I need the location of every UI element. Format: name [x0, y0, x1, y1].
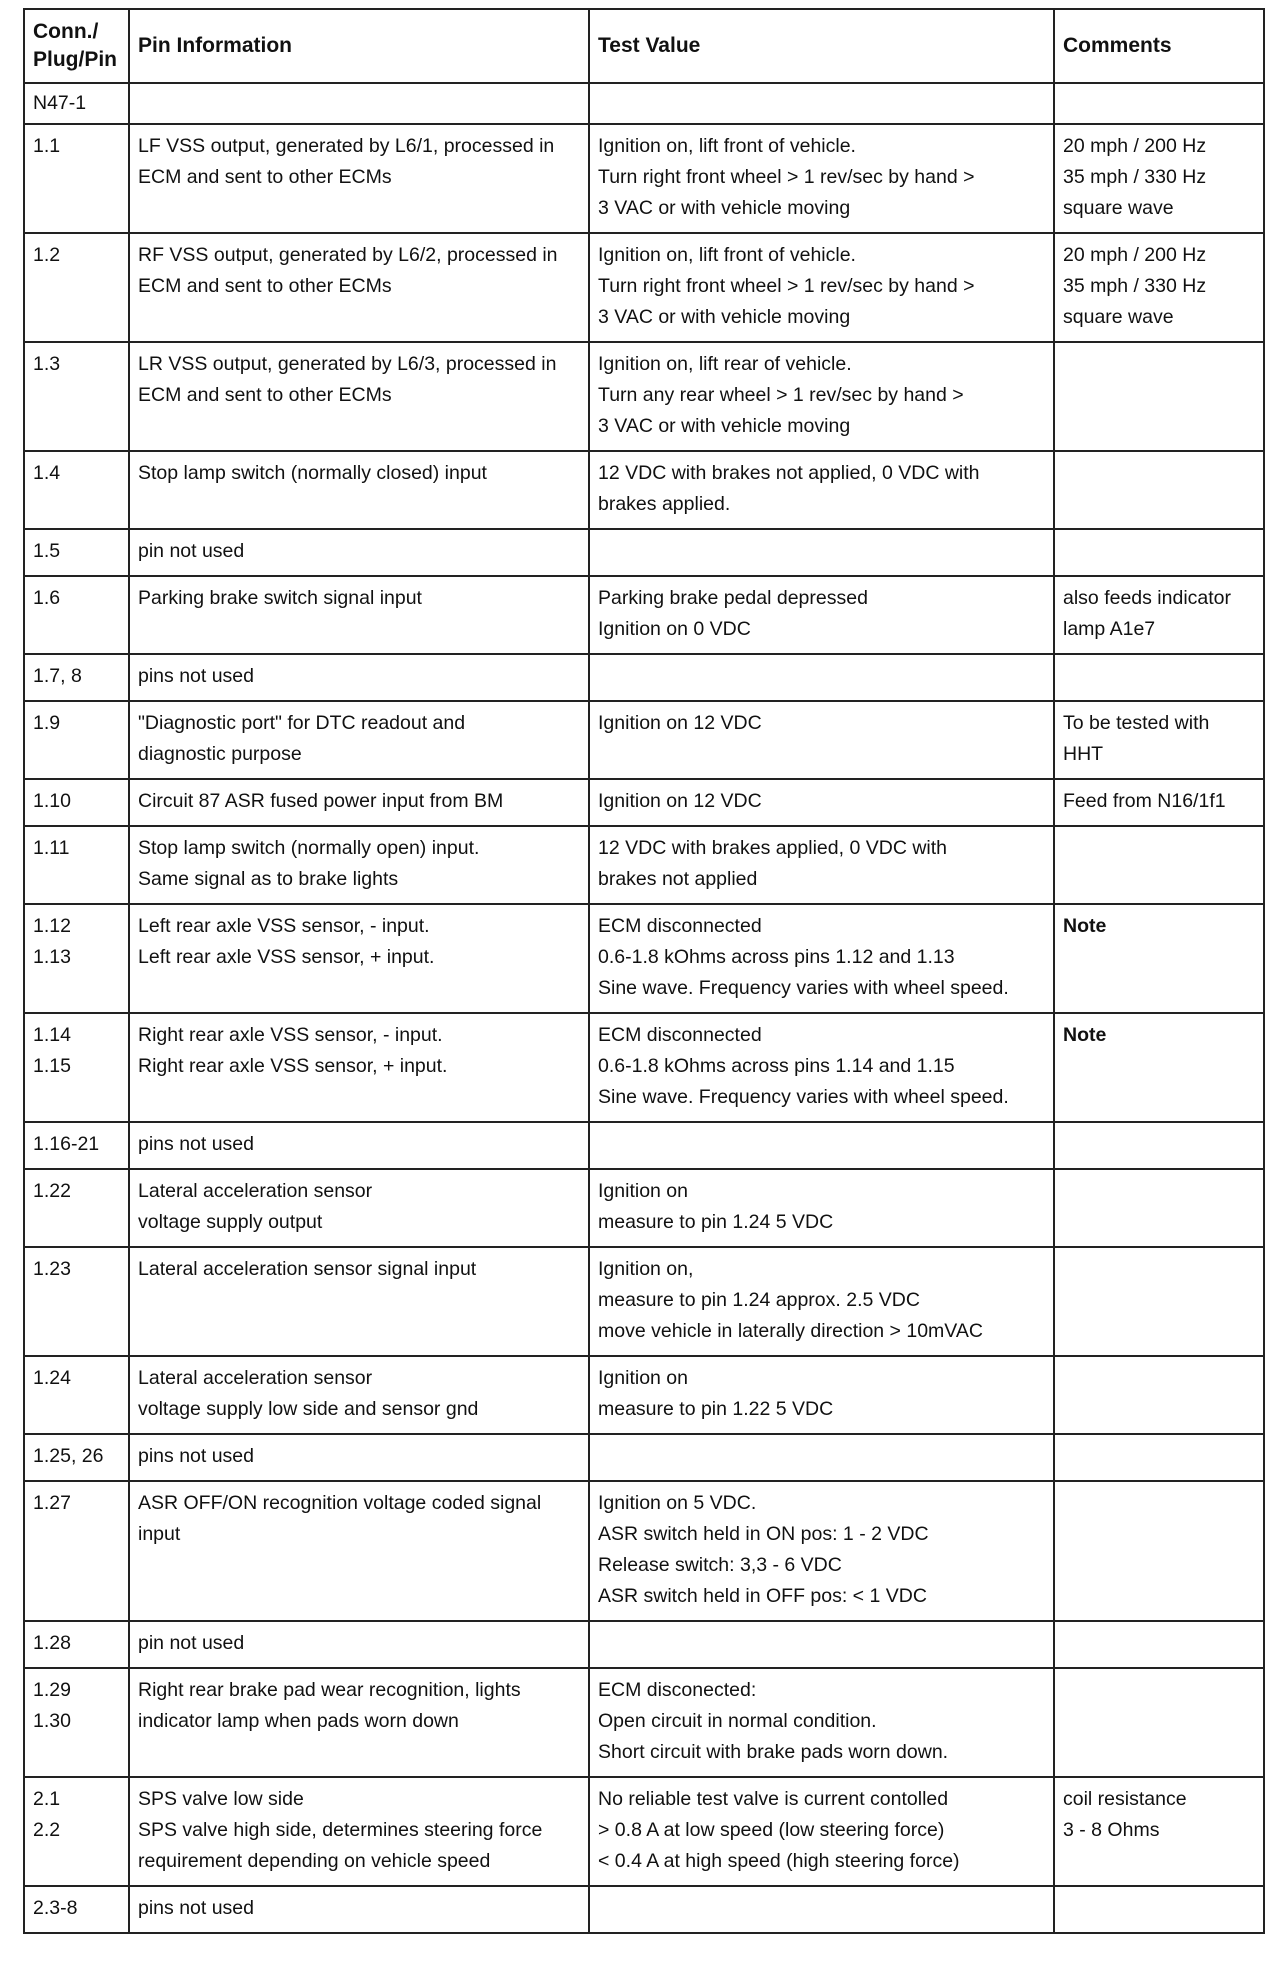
comments-cell — [1054, 779, 1264, 826]
table-row — [24, 1668, 1264, 1777]
table-row — [24, 1122, 1264, 1169]
table-row — [24, 1777, 1264, 1886]
pin-cell-line: 1.29 — [33, 1679, 71, 1701]
test-value-cell-line: Ignition on — [598, 1367, 688, 1389]
pin-cell — [24, 1434, 129, 1481]
pin-cell — [24, 701, 129, 779]
test-value-cell — [589, 451, 1054, 529]
pin-information-cell-line: pins not used — [138, 1897, 255, 1919]
table-row — [24, 1013, 1264, 1122]
pin-information-cell — [129, 1013, 589, 1122]
pin-cell — [24, 83, 129, 124]
comments-cell — [1054, 342, 1264, 451]
test-value-cell-line: < 0.4 A at high speed (high steering force) — [598, 1850, 960, 1872]
test-value-cell-line: Ignition on, lift front of vehicle. — [598, 244, 856, 266]
test-value-cell — [589, 1777, 1054, 1886]
pin-information-cell — [129, 1122, 589, 1169]
test-value-cell — [589, 1434, 1054, 1481]
test-value-cell-line: 12 VDC with brakes applied, 0 VDC with — [598, 837, 947, 859]
pin-information-cell-line: Lateral acceleration sensor signal input — [138, 1258, 477, 1280]
comments-cell — [1054, 1356, 1264, 1434]
pin-cell-line: 1.25, 26 — [33, 1445, 104, 1467]
table-row — [24, 233, 1264, 342]
pin-cell-line: 1.24 — [33, 1367, 71, 1389]
test-value-cell-line: Parking brake pedal depressed — [598, 587, 868, 609]
pin-information-cell-line: Circuit 87 ASR fused power input from BM — [138, 790, 504, 812]
pin-cell-line: 1.2 — [33, 244, 61, 266]
comments-cell — [1054, 1122, 1264, 1169]
comments-cell — [1054, 1013, 1264, 1122]
comments-cell — [1054, 1668, 1264, 1777]
header-test-value: Test Value — [589, 9, 1054, 83]
table-row — [24, 124, 1264, 233]
pin-information-cell — [129, 826, 589, 904]
pin-cell-line: 1.5 — [33, 540, 61, 562]
pin-information-cell-line: ECM and sent to other ECMs — [138, 166, 392, 188]
comments-cell — [1054, 826, 1264, 904]
pin-cell — [24, 1247, 129, 1356]
comments-cell-line: HHT — [1063, 743, 1104, 765]
pin-information-cell — [129, 1621, 589, 1668]
table-row — [24, 654, 1264, 701]
pin-information-cell-line: Lateral acceleration sensor — [138, 1180, 373, 1202]
comments-cell — [1054, 1481, 1264, 1621]
test-value-cell-line: ECM disconnected — [598, 1024, 762, 1046]
table-row — [24, 83, 1264, 124]
pin-cell-line: 2.1 — [33, 1788, 61, 1810]
comments-cell — [1054, 904, 1264, 1013]
test-value-cell-line: Short circuit with brake pads worn down. — [598, 1741, 949, 1763]
table-body — [24, 83, 1264, 1933]
test-value-cell — [589, 1122, 1054, 1169]
pin-cell-line: N47-1 — [33, 92, 87, 114]
pin-information-cell-line: pin not used — [138, 540, 245, 562]
pin-cell-line: 1.30 — [33, 1710, 71, 1732]
table-row — [24, 1356, 1264, 1434]
pin-information-cell-line: pins not used — [138, 1445, 255, 1467]
comments-cell-line: 35 mph / 330 Hz — [1063, 275, 1207, 297]
pin-cell-line: 1.13 — [33, 946, 71, 968]
pin-information-cell-line: SPS valve high side, determines steering force — [138, 1819, 543, 1841]
pin-cell — [24, 1886, 129, 1933]
table-row — [24, 701, 1264, 779]
comments-cell — [1054, 654, 1264, 701]
comments-cell-line: lamp A1e7 — [1063, 618, 1156, 640]
pin-information-cell-line: Left rear axle VSS sensor, + input. — [138, 946, 435, 968]
test-value-cell-line: Sine wave. Frequency varies with wheel speed. — [598, 977, 1009, 999]
comments-cell-line: 20 mph / 200 Hz — [1063, 244, 1207, 266]
pin-information-cell-line: requirement depending on vehicle speed — [138, 1850, 491, 1872]
test-value-cell — [589, 1247, 1054, 1356]
pin-cell — [24, 654, 129, 701]
comments-cell — [1054, 1621, 1264, 1668]
comments-cell — [1054, 576, 1264, 654]
pin-information-cell-line: indicator lamp when pads worn down — [138, 1710, 459, 1732]
test-value-cell — [589, 654, 1054, 701]
pin-information-cell — [129, 1668, 589, 1777]
pin-information-cell — [129, 1169, 589, 1247]
pin-cell — [24, 779, 129, 826]
test-value-cell-line: measure to pin 1.24 5 VDC — [598, 1211, 834, 1233]
test-value-cell-line: Release switch: 3,3 - 6 VDC — [598, 1554, 842, 1576]
pin-cell-line: 1.15 — [33, 1055, 71, 1077]
pin-cell-line: 1.9 — [33, 712, 61, 734]
pin-cell-line: 2.2 — [33, 1819, 61, 1841]
pin-cell-line: 1.23 — [33, 1258, 71, 1280]
pin-information-cell-line: Lateral acceleration sensor — [138, 1367, 373, 1389]
pin-cell — [24, 1122, 129, 1169]
test-value-cell-line: 0.6-1.8 kOhms across pins 1.12 and 1.13 — [598, 946, 955, 968]
test-value-cell — [589, 124, 1054, 233]
pin-cell — [24, 1481, 129, 1621]
table-header-row — [24, 9, 1264, 83]
test-value-cell-line: No reliable test valve is current contolled — [598, 1788, 949, 1810]
pin-cell — [24, 826, 129, 904]
table-row — [24, 1434, 1264, 1481]
pin-cell-line: 1.3 — [33, 353, 61, 375]
pin-cell-line: 1.27 — [33, 1492, 71, 1514]
pin-information-cell-line: pin not used — [138, 1632, 245, 1654]
comments-cell — [1054, 124, 1264, 233]
comments-cell — [1054, 1434, 1264, 1481]
pin-cell — [24, 233, 129, 342]
comments-cell-line: 3 - 8 Ohms — [1063, 1819, 1160, 1841]
table-row — [24, 1247, 1264, 1356]
comments-cell — [1054, 83, 1264, 124]
pin-information-cell-line: SPS valve low side — [138, 1788, 304, 1810]
pin-cell — [24, 451, 129, 529]
pin-information-cell-line: Right rear axle VSS sensor, + input. — [138, 1055, 448, 1077]
pin-cell-line: 1.16-21 — [33, 1133, 100, 1155]
comments-cell-line: 20 mph / 200 Hz — [1063, 135, 1207, 157]
test-value-cell — [589, 1356, 1054, 1434]
pin-information-cell-line: voltage supply low side and sensor gnd — [138, 1398, 479, 1420]
pin-information-cell — [129, 701, 589, 779]
test-value-cell — [589, 1013, 1054, 1122]
table-row — [24, 1481, 1264, 1621]
test-value-cell-line: brakes applied. — [598, 493, 731, 515]
pin-information-cell-line: ECM and sent to other ECMs — [138, 275, 392, 297]
table-row — [24, 826, 1264, 904]
pin-information-cell-line: Same signal as to brake lights — [138, 868, 399, 890]
header-pin-information: Pin Information — [129, 9, 589, 83]
comments-cell — [1054, 1169, 1264, 1247]
pin-cell-line: 1.4 — [33, 462, 61, 484]
pin-information-cell-line: diagnostic purpose — [138, 743, 302, 765]
pin-information-cell — [129, 451, 589, 529]
table-row — [24, 342, 1264, 451]
comments-cell-line: Note — [1063, 1024, 1107, 1046]
pin-information-cell — [129, 1356, 589, 1434]
pin-cell-line: 1.28 — [33, 1632, 71, 1654]
test-value-cell-line: 3 VAC or with vehicle moving — [598, 415, 851, 437]
table-row — [24, 529, 1264, 576]
table-row — [24, 1621, 1264, 1668]
test-value-cell-line: Ignition on — [598, 1180, 688, 1202]
test-value-cell — [589, 826, 1054, 904]
pin-cell-line: 2.3-8 — [33, 1897, 78, 1919]
pin-information-cell-line: pins not used — [138, 665, 255, 687]
pin-cell-line: 1.14 — [33, 1024, 71, 1046]
pin-information-cell — [129, 779, 589, 826]
test-value-cell-line: Ignition on, lift rear of vehicle. — [598, 353, 852, 375]
test-value-cell-line: 12 VDC with brakes not applied, 0 VDC with — [598, 462, 980, 484]
pin-information-cell-line: Stop lamp switch (normally open) input. — [138, 837, 480, 859]
pin-cell — [24, 342, 129, 451]
pin-information-cell-line: Stop lamp switch (normally closed) input — [138, 462, 487, 484]
pin-information-cell-line: ECM and sent to other ECMs — [138, 384, 392, 406]
pin-information-cell-line: LR VSS output, generated by L6/3, processed in — [138, 353, 557, 375]
pin-cell — [24, 1169, 129, 1247]
test-value-cell — [589, 1481, 1054, 1621]
pin-information-cell-line: Right rear axle VSS sensor, - input. — [138, 1024, 443, 1046]
pin-information-cell — [129, 83, 589, 124]
test-value-cell-line: Open circuit in normal condition. — [598, 1710, 877, 1732]
table-row — [24, 1169, 1264, 1247]
pin-cell-line: 1.10 — [33, 790, 71, 812]
pin-cell-line: 1.11 — [33, 837, 70, 859]
pin-cell — [24, 1777, 129, 1886]
test-value-cell-line: ASR switch held in ON pos: 1 - 2 VDC — [598, 1523, 929, 1545]
test-value-cell — [589, 1621, 1054, 1668]
comments-cell-line: also feeds indicator — [1063, 587, 1232, 609]
test-value-cell — [589, 1886, 1054, 1933]
comments-cell — [1054, 1247, 1264, 1356]
test-value-cell-line: 3 VAC or with vehicle moving — [598, 197, 851, 219]
table-row — [24, 779, 1264, 826]
pin-cell — [24, 529, 129, 576]
test-value-cell-line: 0.6-1.8 kOhms across pins 1.14 and 1.15 — [598, 1055, 955, 1077]
pin-information-cell-line: RF VSS output, generated by L6/2, processed in — [138, 244, 558, 266]
pin-information-cell-line: voltage supply output — [138, 1211, 323, 1233]
test-value-cell-line: measure to pin 1.24 approx. 2.5 VDC — [598, 1289, 920, 1311]
comments-cell — [1054, 233, 1264, 342]
test-value-cell — [589, 701, 1054, 779]
pin-information-cell — [129, 233, 589, 342]
test-value-cell-line: Ignition on 12 VDC — [598, 790, 762, 812]
pin-cell — [24, 904, 129, 1013]
test-value-cell — [589, 904, 1054, 1013]
pin-information-cell — [129, 529, 589, 576]
test-value-cell — [589, 342, 1054, 451]
test-value-cell-line: brakes not applied — [598, 868, 758, 890]
test-value-cell — [589, 233, 1054, 342]
test-value-cell-line: > 0.8 A at low speed (low steering force) — [598, 1819, 945, 1841]
comments-cell — [1054, 1886, 1264, 1933]
test-value-cell — [589, 1169, 1054, 1247]
pin-cell-line: 1.6 — [33, 587, 61, 609]
pin-cell — [24, 1013, 129, 1122]
pin-test-table — [23, 8, 1265, 1934]
pin-information-cell — [129, 576, 589, 654]
pin-information-cell-line: "Diagnostic port" for DTC readout and — [138, 712, 466, 734]
test-value-cell — [589, 529, 1054, 576]
pin-cell-line: 1.7, 8 — [33, 665, 82, 687]
table-row — [24, 904, 1264, 1013]
test-value-cell-line: 3 VAC or with vehicle moving — [598, 306, 851, 328]
pin-cell — [24, 1621, 129, 1668]
pin-cell — [24, 1356, 129, 1434]
test-value-cell-line: measure to pin 1.22 5 VDC — [598, 1398, 834, 1420]
test-value-cell-line: Ignition on, — [598, 1258, 694, 1280]
test-value-cell-line: Sine wave. Frequency varies with wheel speed. — [598, 1086, 1009, 1108]
test-value-cell-line: Ignition on 5 VDC. — [598, 1492, 757, 1514]
test-value-cell-line: Ignition on, lift front of vehicle. — [598, 135, 856, 157]
test-value-cell — [589, 1668, 1054, 1777]
test-value-cell-line: move vehicle in laterally direction > 10mVAC — [598, 1320, 983, 1342]
pin-information-cell-line: Right rear brake pad wear recognition, lights — [138, 1679, 521, 1701]
comments-cell — [1054, 529, 1264, 576]
header-comments: Comments — [1054, 9, 1264, 83]
header-conn-plug-pin: Conn./ Plug/Pin — [24, 9, 129, 83]
pin-information-cell-line: Left rear axle VSS sensor, - input. — [138, 915, 430, 937]
comments-cell — [1054, 701, 1264, 779]
pin-information-cell — [129, 124, 589, 233]
test-value-cell-line: Ignition on 0 VDC — [598, 618, 751, 640]
pin-information-cell — [129, 1434, 589, 1481]
test-value-cell-line: Turn any rear wheel > 1 rev/sec by hand > — [598, 384, 964, 406]
pin-information-cell-line: pins not used — [138, 1133, 255, 1155]
pin-information-cell — [129, 654, 589, 701]
pin-information-cell — [129, 1481, 589, 1621]
comments-cell-line: Feed from N16/1f1 — [1063, 790, 1226, 812]
pin-information-cell-line: ASR OFF/ON recognition voltage coded signal — [138, 1492, 542, 1514]
test-value-cell-line: ECM disconnected — [598, 915, 762, 937]
pin-cell-line: 1.12 — [33, 915, 71, 937]
test-value-cell-line: Ignition on 12 VDC — [598, 712, 762, 734]
table-row — [24, 451, 1264, 529]
pin-information-cell — [129, 1886, 589, 1933]
pin-cell — [24, 576, 129, 654]
pin-information-cell — [129, 1777, 589, 1886]
comments-cell — [1054, 1777, 1264, 1886]
pin-cell-line: 1.1 — [33, 135, 61, 157]
pin-information-cell — [129, 1247, 589, 1356]
pin-information-cell-line: LF VSS output, generated by L6/1, processed in — [138, 135, 555, 157]
test-value-cell-line: Turn right front wheel > 1 rev/sec by hand > — [598, 166, 975, 188]
pin-cell — [24, 1668, 129, 1777]
comments-cell-line: square wave — [1063, 197, 1174, 219]
test-value-cell — [589, 83, 1054, 124]
test-value-cell-line: Turn right front wheel > 1 rev/sec by hand > — [598, 275, 975, 297]
comments-cell-line: To be tested with — [1063, 712, 1210, 734]
table-row — [24, 576, 1264, 654]
pin-information-cell-line: input — [138, 1523, 181, 1545]
comments-cell — [1054, 451, 1264, 529]
comments-cell-line: Note — [1063, 915, 1107, 937]
comments-cell-line: coil resistance — [1063, 1788, 1187, 1810]
test-value-cell — [589, 779, 1054, 826]
pin-cell — [24, 124, 129, 233]
test-value-cell-line: ASR switch held in OFF pos: < 1 VDC — [598, 1585, 927, 1607]
test-value-cell — [589, 576, 1054, 654]
pin-information-cell-line: Parking brake switch signal input — [138, 587, 422, 609]
comments-cell-line: square wave — [1063, 306, 1174, 328]
table-row — [24, 1886, 1264, 1933]
pin-cell-line: 1.22 — [33, 1180, 71, 1202]
pin-information-cell — [129, 904, 589, 1013]
comments-cell-line: 35 mph / 330 Hz — [1063, 166, 1207, 188]
test-value-cell-line: ECM disconected: — [598, 1679, 757, 1701]
pin-information-cell — [129, 342, 589, 451]
